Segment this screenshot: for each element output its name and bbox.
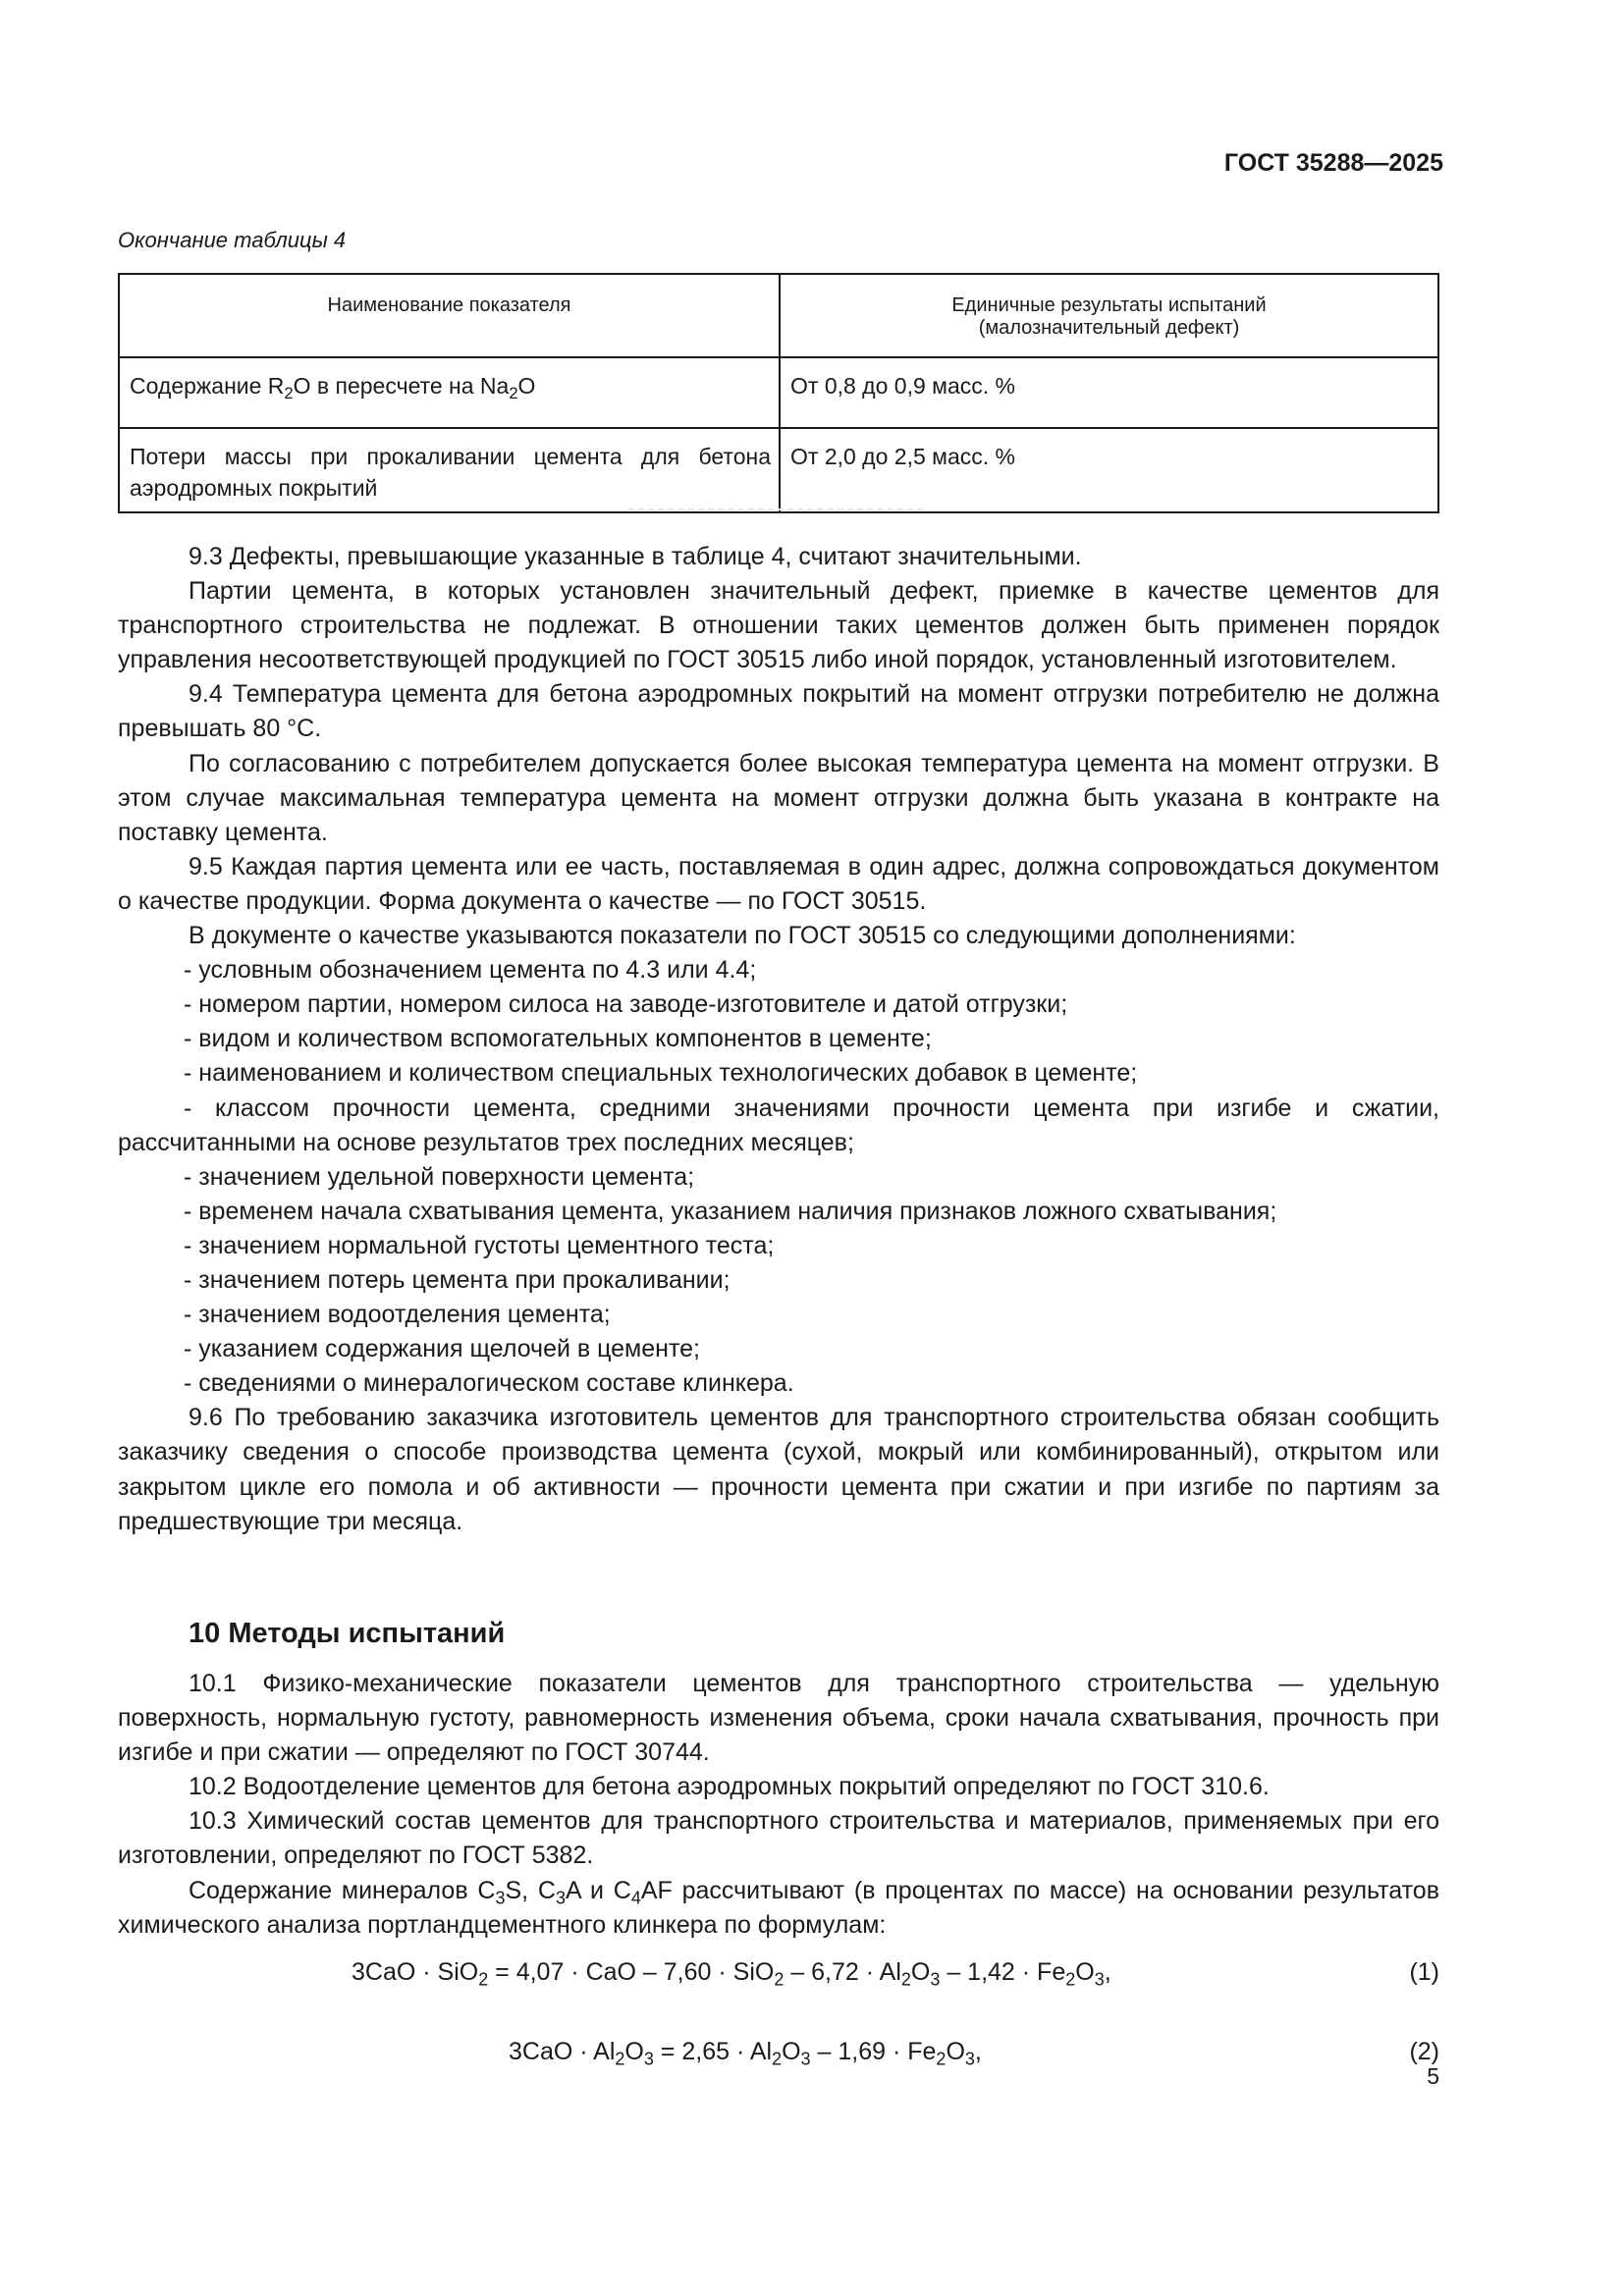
col1-header: Наименование показателя	[119, 274, 780, 357]
list-item: - сведениями о минералогическом составе клинкера.	[184, 1369, 794, 1398]
col2-header-line2: (малозначительный дефект)	[978, 317, 1240, 339]
table-row	[119, 428, 1438, 512]
document-header: ГОСТ 35288—2025	[1223, 149, 1443, 177]
list-item: - значением потерь цемента при прокаливании;	[184, 1265, 731, 1294]
para-minerals: Содержание минералов $C_3S$, $C_3A$ и $C_4AF$ рассчитывают (в процентах по массе) на основании результатов химического анализа портландцементного клинкера по формулам:	[118, 1876, 1439, 1939]
table-caption: Окончание таблицы 4	[118, 228, 347, 252]
list-item: - временем начала схватывания цемента, указанием наличия признаков ложного схватывания;	[184, 1197, 1277, 1225]
list-item: - значением удельной поверхности цемента;	[184, 1162, 695, 1191]
scan-artifact	[628, 508, 923, 511]
row2-value: От 2,0 до 2,5 масс. %	[780, 428, 1438, 512]
section-10-title: 10 Методы испытаний	[189, 1618, 506, 1649]
list-item: - видом и количеством вспомогательных компонентов в цементе;	[184, 1025, 932, 1053]
formula-2-number: (2)	[1409, 2038, 1439, 2065]
para-9-5b: В документе о качестве указываются показатели по ГОСТ 30515 со следующими дополнениями:	[189, 922, 1296, 950]
list-item: - наименованием и количеством специальных технологических добавок в цементе;	[184, 1059, 1138, 1088]
para-10-2: 10.2 Водоотделение цементов для бетона аэродромных покрытий определяют по ГОСТ 310.6.	[189, 1773, 1270, 1801]
list-item: - значением водоотделения цемента;	[184, 1301, 611, 1329]
section9-body	[118, 540, 1439, 1539]
row1-value: От 0,8 до 0,9 масс. %	[780, 357, 1438, 428]
row1-name: Содержание $R_2O$ в пересчете на $Na_2O$	[119, 357, 780, 428]
col2-header	[780, 274, 1438, 357]
para-10-1: 10.1 Физико-механические показатели цементов для транспортного строительства — удельную поверхность, нормальную густоту, равномерность изменения объема, сроки начала схватывания, прочность при изгибе и при сжатии — определяют по ГОСТ 30744.	[118, 1670, 1439, 1767]
formula-2: $3CaO \cdot Al_2O_3 = 2,65 \cdot Al_2O_3 - 1,69 \cdot Fe_2O_3$,	[509, 2038, 982, 2069]
col2-header-line1: Единичные результаты испытаний	[951, 294, 1267, 316]
page-number: 5	[1427, 2063, 1439, 2089]
table-row	[119, 357, 1438, 428]
list-item: - классом прочности цемента, средними значениями прочности цемента при изгибе и сжатии, рассчитанными на основе результатов трех последних месяцев;	[118, 1094, 1439, 1156]
para-10-3: 10.3 Химический состав цементов для транспортного строительства и материалов, применяемых при его изготовлении, определяют по ГОСТ 5382.	[118, 1807, 1439, 1870]
para-9-4b: По согласованию с потребителем допускается более высокая температура цемента на момент отгрузки. В этом случае максимальная температура цемента на момент отгрузки должна быть указана в контракте на поставку цемента.	[118, 749, 1439, 846]
para-9-4: 9.4 Температура цемента для бетона аэродромных покрытий на момент отгрузки потребителю не должна превышать 80 °С.	[118, 680, 1439, 743]
section10-body	[118, 1667, 1439, 1943]
list-item: - значением нормальной густоты цементного теста;	[184, 1231, 775, 1259]
formula-1: 3CaO · SiO$_2$ = 4,07 · CaO – $7,60 \cdot SiO_2 - 6,72 \cdot Al_2O_3 - 1,42 \cdot Fe_2O_3$,	[352, 1958, 1111, 1990]
list-item: - условным обозначением цемента по 4.3 или 4.4;	[184, 956, 757, 985]
formula-1-number: (1)	[1409, 1958, 1439, 1986]
results-table	[118, 273, 1439, 513]
para-9-3: 9.3 Дефекты, превышающие указанные в таблице 4, считают значительными.	[189, 543, 1082, 570]
row2-name: Потери массы при прокаливании цемента для бетона аэродромных покрытий	[119, 428, 780, 512]
para-9-5: 9.5 Каждая партия цемента или ее часть, поставляемая в один адрес, должна сопровождаться документом о качестве продукции. Форма документа о качестве — по ГОСТ 30515.	[118, 852, 1439, 915]
list-item: - указанием содержания щелочей в цементе;	[184, 1335, 700, 1363]
para-9-6: 9.6 По требованию заказчика изготовитель цементов для транспортного строительства обязан сообщить заказчику сведения о способе производства цемента (сухой, мокрый или комбинированный), открытом или закрытом цикле его помола и об активности — прочности цемента при сжатии и при изгибе по партиям за предшествующие три месяца.	[118, 1404, 1439, 1535]
list-item: - номером партии, номером силоса на заводе-изготовителе и датой отгрузки;	[184, 990, 1068, 1019]
table-header-row	[119, 274, 1438, 357]
para-9-3b: Партии цемента, в которых установлен значительный дефект, приемке в качестве цементов для транспортного строительства не подлежат. В отношении таких цементов должен быть применен порядок управления несоответствующей продукцией по ГОСТ 30515 либо иной порядок, установленный изготовителем.	[118, 577, 1439, 674]
